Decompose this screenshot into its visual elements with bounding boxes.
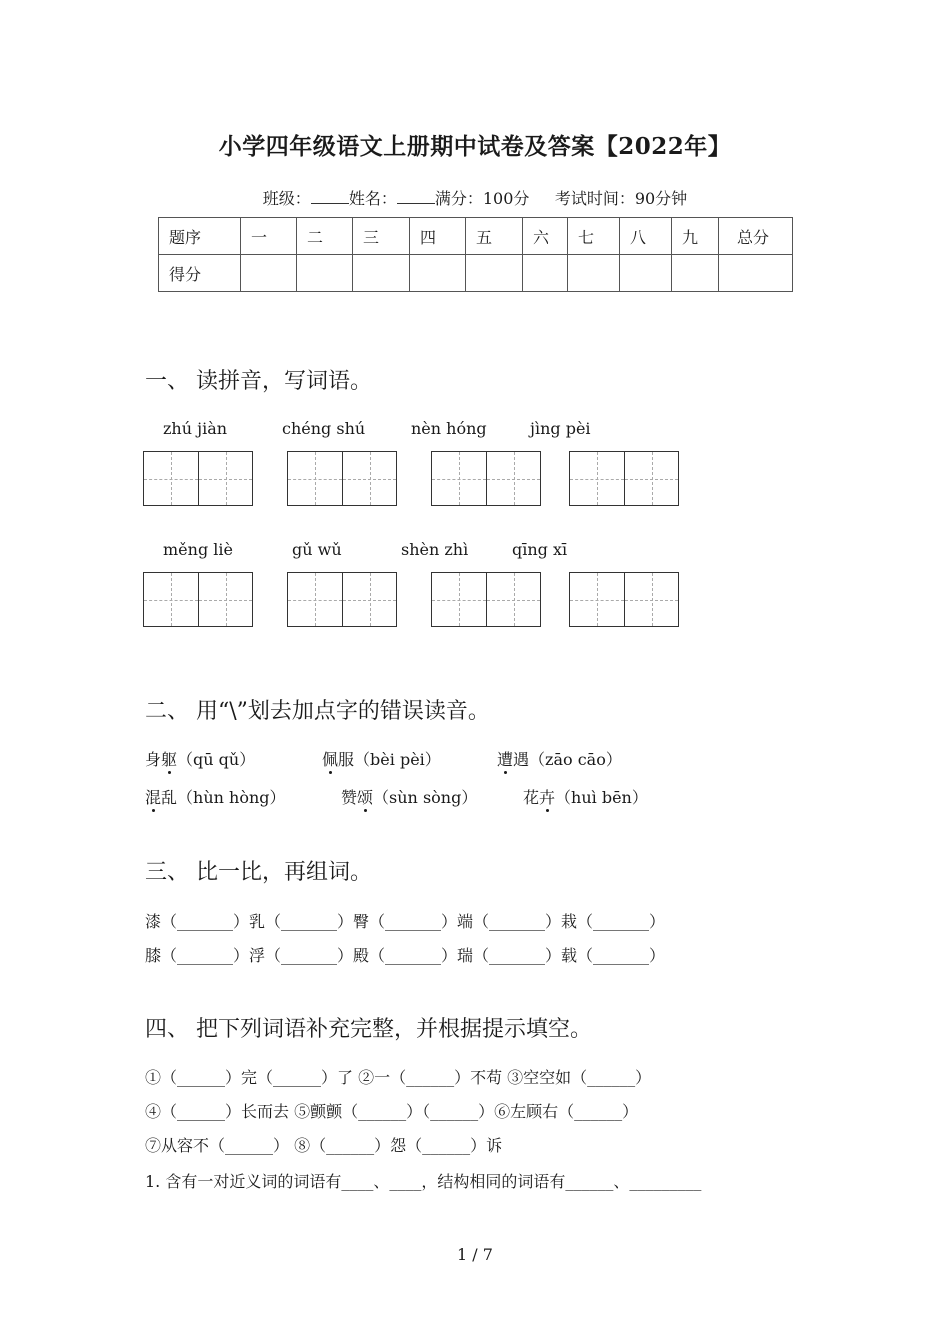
- header-cell: 题序: [159, 218, 241, 255]
- section3-title: 三、 比一比，再组词。: [145, 860, 372, 885]
- reading-item: [145, 785, 286, 808]
- pinyin-choices[interactable]: （sùn sòng）: [373, 788, 478, 807]
- grid-cell[interactable]: [288, 452, 342, 505]
- score-cell[interactable]: [719, 255, 793, 292]
- grid-cell[interactable]: [432, 452, 486, 505]
- pinyin-label: měng liè: [163, 540, 233, 559]
- grid-cell[interactable]: [144, 573, 198, 626]
- score-cell[interactable]: [620, 255, 672, 292]
- word-part: 花: [523, 788, 540, 807]
- word-compare-line[interactable]: 膝（_______）浮（_______）殿（_______）瑞（_______）载（_______）: [145, 946, 666, 965]
- pinyin-label: nèn hóng: [411, 419, 487, 438]
- page-title: 小学四年级语文上册期中试卷及答案【2022年】: [218, 133, 732, 160]
- score-cell[interactable]: [523, 255, 568, 292]
- dotted-char: 混: [145, 785, 161, 808]
- grid-cell[interactable]: [624, 452, 678, 505]
- grid-cell[interactable]: [432, 573, 486, 626]
- pinyin-choices[interactable]: （huì bēn）: [555, 788, 648, 807]
- score-table-header-row: [159, 218, 793, 255]
- fill-blank-line[interactable]: ①（______）完（______）了 ②一（______）不苟 ③空空如（______）: [145, 1068, 652, 1087]
- name-blank[interactable]: [397, 190, 435, 204]
- header-cell: 总分: [719, 218, 793, 255]
- pinyin-label: shèn zhì: [401, 540, 469, 559]
- grid-cell[interactable]: [486, 452, 540, 505]
- grid-cell[interactable]: [198, 452, 252, 505]
- reading-item: [497, 747, 622, 770]
- header-cell: 二: [297, 218, 353, 255]
- writing-grid[interactable]: [569, 572, 679, 627]
- dotted-char: 躯: [161, 747, 177, 770]
- section4-title: 四、 把下列词语补充完整，并根据提示填空。: [145, 1017, 592, 1042]
- word-part: 遇: [513, 750, 530, 769]
- score-table-score-row: [159, 255, 793, 292]
- pinyin-label: zhú jiàn: [163, 419, 228, 438]
- section2-title: 二、 用“\”划去加点字的错误读音。: [145, 699, 490, 724]
- grid-cell[interactable]: [342, 573, 396, 626]
- question-line[interactable]: 1. 含有一对近义词的词语有____、____，结构相同的词语有______、_________: [145, 1172, 702, 1191]
- header-cell: 五: [466, 218, 523, 255]
- writing-grid[interactable]: [287, 451, 397, 506]
- exam-time: 考试时间：90分钟: [554, 189, 688, 208]
- pinyin-choices[interactable]: （hùn hòng）: [177, 788, 286, 807]
- score-cell[interactable]: [568, 255, 620, 292]
- writing-grid[interactable]: [569, 451, 679, 506]
- full-score: 满分：100分: [434, 189, 530, 208]
- fill-blank-line[interactable]: ④（______）长而去 ⑤颤颤（______）（______）⑥左顾右（______）: [145, 1102, 639, 1121]
- grid-cell[interactable]: [198, 573, 252, 626]
- name-label: 姓名：: [348, 189, 397, 208]
- grid-cell[interactable]: [288, 573, 342, 626]
- score-cell[interactable]: [466, 255, 523, 292]
- grid-cell[interactable]: [570, 573, 624, 626]
- class-label: 班级：: [262, 189, 311, 208]
- grid-cell[interactable]: [624, 573, 678, 626]
- page-number: 1 / 7: [457, 1245, 493, 1264]
- dotted-char: 颂: [357, 785, 373, 808]
- score-cell[interactable]: [410, 255, 466, 292]
- class-blank[interactable]: [311, 190, 349, 204]
- header-cell: 九: [672, 218, 719, 255]
- grid-cell[interactable]: [570, 452, 624, 505]
- score-cell[interactable]: [241, 255, 297, 292]
- score-cell[interactable]: [672, 255, 719, 292]
- writing-grid[interactable]: [431, 451, 541, 506]
- pinyin-label: gǔ wǔ: [292, 540, 342, 559]
- grid-cell[interactable]: [486, 573, 540, 626]
- header-cell: 四: [410, 218, 466, 255]
- writing-grid[interactable]: [143, 451, 253, 506]
- score-cell[interactable]: [297, 255, 353, 292]
- score-table: [158, 217, 793, 292]
- header-cell: 三: [353, 218, 410, 255]
- reading-item: [341, 785, 477, 808]
- reading-item: [145, 747, 255, 770]
- header-cell: 六: [523, 218, 568, 255]
- header-cell: 七: [568, 218, 620, 255]
- section1-title: 一、 读拼音，写词语。: [145, 369, 372, 394]
- grid-cell[interactable]: [342, 452, 396, 505]
- word-part: 服: [338, 750, 355, 769]
- pinyin-choices[interactable]: （zāo cāo）: [529, 750, 622, 769]
- dotted-char: 遭: [497, 747, 513, 770]
- writing-grid[interactable]: [431, 572, 541, 627]
- pinyin-choices[interactable]: （qū qǔ）: [177, 750, 256, 769]
- dotted-char: 卉: [539, 785, 555, 808]
- word-part: 身: [145, 750, 162, 769]
- fill-blank-line[interactable]: ⑦从容不（______） ⑧（______）怨（______）诉: [145, 1136, 503, 1155]
- word-part: 赞: [341, 788, 358, 807]
- header-cell: 八: [620, 218, 672, 255]
- score-row-label: 得分: [159, 255, 241, 292]
- pinyin-label: qīng xī: [512, 540, 568, 559]
- reading-item: [322, 747, 441, 770]
- pinyin-label: chéng shú: [282, 419, 366, 438]
- writing-grid[interactable]: [143, 572, 253, 627]
- writing-grid[interactable]: [287, 572, 397, 627]
- pinyin-choices[interactable]: （bèi pèi）: [354, 750, 441, 769]
- word-part: 乱: [161, 788, 178, 807]
- word-compare-line[interactable]: 漆（_______）乳（_______）臀（_______）端（_______）栽（_______）: [145, 912, 666, 931]
- header-cell: 一: [241, 218, 297, 255]
- pinyin-label: jìng pèi: [530, 419, 591, 438]
- dotted-char: 佩: [322, 747, 338, 770]
- score-cell[interactable]: [353, 255, 410, 292]
- exam-info: [0, 186, 950, 209]
- grid-cell[interactable]: [144, 452, 198, 505]
- reading-item: [523, 785, 648, 808]
